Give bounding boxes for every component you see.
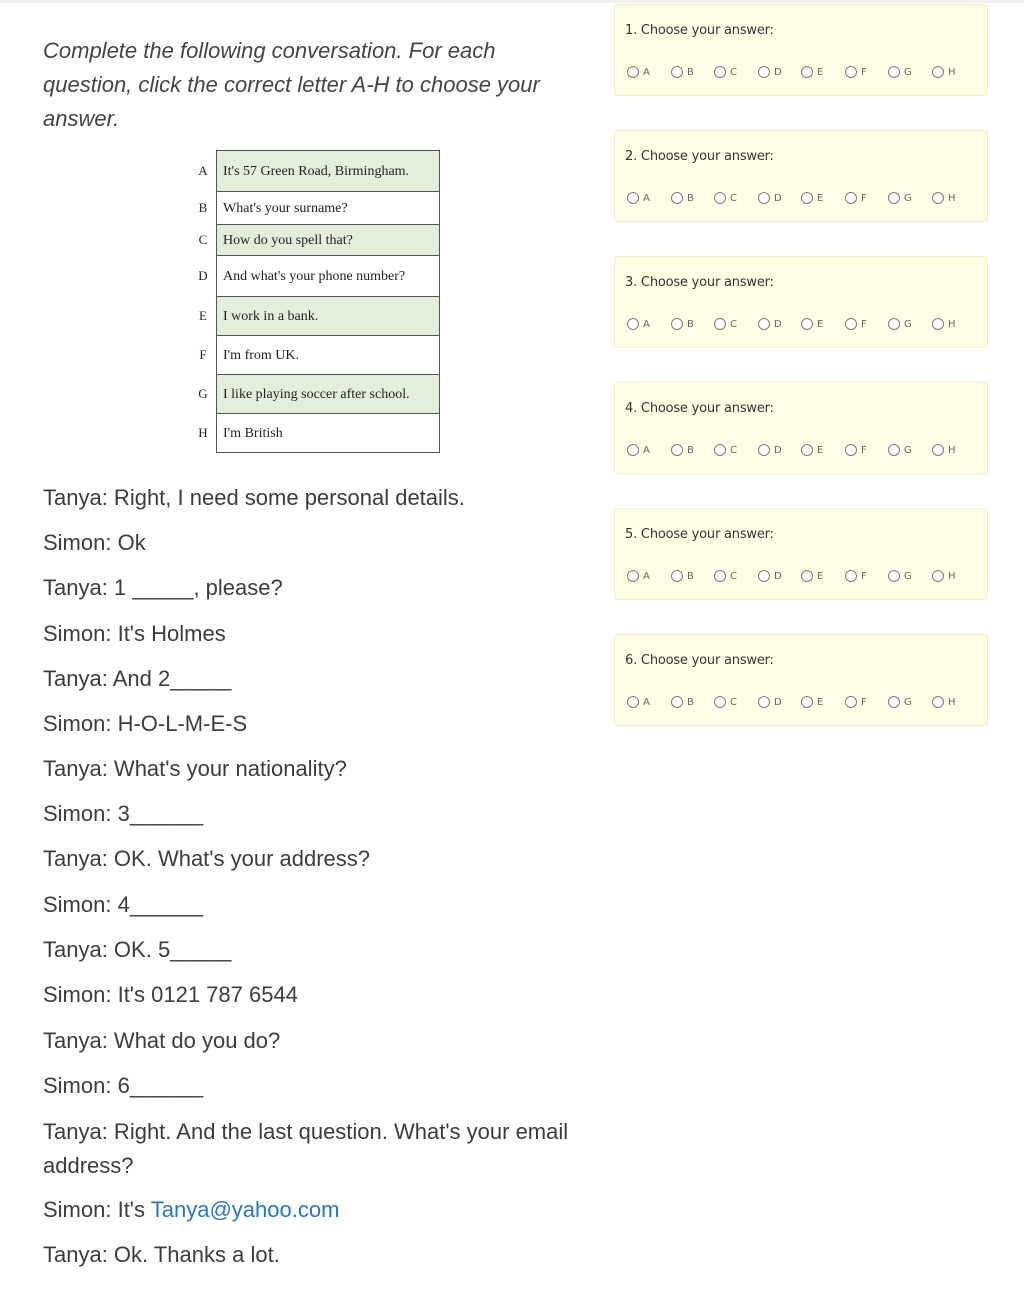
choice-label: D (774, 318, 782, 330)
choice-label: B (687, 318, 694, 330)
choice-label: H (948, 570, 956, 582)
email-link[interactable]: Tanya@yahoo.com (150, 1197, 340, 1222)
radio-button[interactable] (671, 696, 683, 708)
radio-button[interactable] (627, 192, 639, 204)
choice-option-c[interactable] (714, 63, 737, 81)
conversation-line: Tanya: Right, I need some personal details. (43, 485, 465, 510)
radio-button[interactable] (758, 192, 770, 204)
question-card-2 (614, 130, 988, 222)
choice-label: C (730, 444, 737, 456)
choice-option-b[interactable] (671, 567, 694, 585)
radio-button[interactable] (671, 570, 683, 582)
choice-option-f[interactable] (845, 441, 867, 459)
choice-option-c[interactable] (714, 189, 737, 207)
choice-option-f[interactable] (845, 693, 867, 711)
choice-label: B (687, 696, 694, 708)
radio-button[interactable] (888, 192, 900, 204)
choice-label: D (774, 696, 782, 708)
radio-button[interactable] (758, 696, 770, 708)
radio-button[interactable] (932, 66, 944, 78)
conversation-line: Simon: 6______ (43, 1073, 204, 1098)
conversation-line: Tanya: Ok. Thanks a lot. (43, 1242, 280, 1267)
radio-button[interactable] (758, 570, 770, 582)
option-text: It's 57 Green Road, Birmingham. (217, 151, 440, 192)
radio-button[interactable] (845, 570, 857, 582)
option-row-h (190, 414, 440, 453)
choice-label: E (817, 318, 824, 330)
conversation-line: Tanya: What do you do? (43, 1028, 281, 1053)
choice-radio-group (627, 567, 977, 585)
option-row-g (190, 375, 440, 414)
conversation-line: Tanya: 1 _____, please? (43, 575, 283, 600)
choice-label: E (817, 696, 824, 708)
radio-button[interactable] (888, 570, 900, 582)
question-card-3 (614, 256, 988, 348)
choice-label: E (817, 444, 824, 456)
choice-option-d[interactable] (758, 189, 782, 207)
choice-label: G (904, 66, 912, 78)
radio-button[interactable] (758, 66, 770, 78)
choice-label: D (774, 66, 782, 78)
choice-option-b[interactable] (671, 189, 694, 207)
choice-label: A (643, 318, 650, 330)
choice-option-a[interactable] (627, 567, 650, 585)
choice-radio-group (627, 693, 977, 711)
choice-label: F (861, 318, 867, 330)
option-letter: B (190, 192, 217, 225)
choice-label: D (774, 192, 782, 204)
option-letter: E (190, 297, 217, 336)
option-text: I'm British (217, 414, 440, 453)
question-card-5 (614, 508, 988, 600)
choice-option-e[interactable] (801, 441, 823, 459)
radio-button[interactable] (714, 192, 726, 204)
choice-label: A (643, 444, 650, 456)
choice-option-h[interactable] (932, 693, 956, 711)
radio-button[interactable] (627, 696, 639, 708)
choice-radio-group (627, 189, 977, 207)
choice-option-f[interactable] (845, 63, 867, 81)
choice-label: G (904, 696, 912, 708)
top-divider (0, 0, 1024, 3)
choice-label: H (948, 318, 956, 330)
option-letter: A (190, 151, 217, 192)
choice-label: B (687, 66, 694, 78)
choice-option-f[interactable] (845, 189, 867, 207)
choice-option-d[interactable] (758, 567, 782, 585)
radio-button[interactable] (627, 570, 639, 582)
radio-button[interactable] (845, 318, 857, 330)
option-letter: C (190, 225, 217, 256)
instructions-text: Complete the following conversation. For each question, click the correct letter A-H to choose your answer. (43, 38, 540, 131)
radio-button[interactable] (801, 318, 813, 330)
conversation-line-prefix: Simon: It's (43, 1197, 151, 1222)
choice-option-b[interactable] (671, 693, 694, 711)
radio-button[interactable] (671, 444, 683, 456)
option-row-d (190, 256, 440, 297)
radio-button[interactable] (714, 444, 726, 456)
question-card-4 (614, 382, 988, 474)
choice-option-d[interactable] (758, 693, 782, 711)
choice-label: A (643, 696, 650, 708)
conversation-line: Tanya: What's your nationality? (43, 756, 347, 781)
choice-label: B (687, 570, 694, 582)
conversation-line: Tanya: OK. What's your address? (43, 846, 371, 871)
radio-button[interactable] (671, 66, 683, 78)
option-row-c (190, 225, 440, 256)
choice-option-a[interactable] (627, 315, 650, 333)
choice-option-e[interactable] (801, 693, 823, 711)
radio-button[interactable] (801, 66, 813, 78)
radio-button[interactable] (627, 318, 639, 330)
choice-option-c[interactable] (714, 441, 737, 459)
choice-label: H (948, 66, 956, 78)
option-text: I work in a bank. (217, 297, 440, 336)
choice-option-f[interactable] (845, 315, 867, 333)
choice-label: E (817, 192, 824, 204)
choice-option-d[interactable] (758, 315, 782, 333)
choice-label: G (904, 444, 912, 456)
option-text: How do you spell that? (217, 225, 440, 256)
choice-option-a[interactable] (627, 441, 650, 459)
radio-button[interactable] (758, 318, 770, 330)
choice-option-h[interactable] (932, 63, 956, 81)
choice-label: G (904, 192, 912, 204)
choice-option-g[interactable] (888, 441, 912, 459)
choice-option-b[interactable] (671, 441, 694, 459)
choice-label: H (948, 444, 956, 456)
choice-label: F (861, 570, 867, 582)
radio-button[interactable] (801, 192, 813, 204)
radio-button[interactable] (932, 696, 944, 708)
question-card-1 (614, 4, 988, 96)
choice-label: B (687, 444, 694, 456)
radio-button[interactable] (627, 444, 639, 456)
choice-option-h[interactable] (932, 441, 956, 459)
choice-option-g[interactable] (888, 315, 912, 333)
option-row-e (190, 297, 440, 336)
question-title: 4. Choose your answer: (625, 401, 774, 416)
choice-label: C (730, 192, 737, 204)
option-text: What's your surname? (217, 192, 440, 225)
radio-button[interactable] (714, 570, 726, 582)
choice-label: H (948, 192, 956, 204)
choice-option-e[interactable] (801, 189, 823, 207)
radio-button[interactable] (888, 318, 900, 330)
option-text: And what's your phone number? (217, 256, 440, 297)
question-title: 6. Choose your answer: (625, 653, 774, 668)
choice-label: G (904, 318, 912, 330)
radio-button[interactable] (845, 696, 857, 708)
conversation-line: Tanya: Right. And the last question. What's your email address? (43, 1119, 569, 1178)
radio-button[interactable] (845, 192, 857, 204)
radio-button[interactable] (932, 192, 944, 204)
radio-button[interactable] (801, 570, 813, 582)
choice-label: F (861, 696, 867, 708)
option-letter: G (190, 375, 217, 414)
conversation-line: Simon: It's Holmes (43, 621, 226, 646)
choice-option-c[interactable] (714, 693, 737, 711)
choice-label: A (643, 570, 650, 582)
choice-label: A (643, 66, 650, 78)
option-letter: H (190, 414, 217, 453)
choice-label: B (687, 192, 694, 204)
conversation-line: Simon: 3______ (43, 801, 204, 826)
choice-option-h[interactable] (932, 189, 956, 207)
conversation-line-email (43, 1193, 339, 1227)
radio-button[interactable] (845, 66, 857, 78)
question-card-6 (614, 634, 988, 726)
conversation-line: Simon: It's 0121 787 6544 (43, 982, 298, 1007)
conversation-line: Simon: 4______ (43, 892, 204, 917)
option-letter: D (190, 256, 217, 297)
choice-label: C (730, 318, 737, 330)
choice-option-a[interactable] (627, 63, 650, 81)
choice-option-b[interactable] (671, 315, 694, 333)
radio-button[interactable] (932, 318, 944, 330)
radio-button[interactable] (932, 570, 944, 582)
option-row-f (190, 336, 440, 375)
choice-label: E (817, 66, 824, 78)
choice-option-g[interactable] (888, 189, 912, 207)
choice-option-g[interactable] (888, 567, 912, 585)
radio-button[interactable] (714, 318, 726, 330)
radio-button[interactable] (845, 444, 857, 456)
choice-option-b[interactable] (671, 63, 694, 81)
radio-button[interactable] (627, 66, 639, 78)
answer-options-table (190, 150, 440, 453)
conversation-line: Simon: Ok (43, 530, 146, 555)
choice-option-d[interactable] (758, 63, 782, 81)
choice-option-d[interactable] (758, 441, 782, 459)
choice-option-h[interactable] (932, 567, 956, 585)
radio-button[interactable] (932, 444, 944, 456)
choice-label: C (730, 696, 737, 708)
option-text: I like playing soccer after school. (217, 375, 440, 414)
conversation-line: Tanya: And 2_____ (43, 666, 232, 691)
choice-label: F (861, 66, 867, 78)
choice-radio-group (627, 441, 977, 459)
radio-button[interactable] (888, 66, 900, 78)
conversation-line: Simon: H-O-L-M-E-S (43, 711, 248, 736)
choice-label: F (861, 444, 867, 456)
choice-label: C (730, 570, 737, 582)
radio-button[interactable] (888, 444, 900, 456)
choice-option-c[interactable] (714, 315, 737, 333)
question-title: 3. Choose your answer: (625, 275, 774, 290)
choice-label: G (904, 570, 912, 582)
question-title: 2. Choose your answer: (625, 149, 774, 164)
choice-radio-group (627, 315, 977, 333)
radio-button[interactable] (671, 192, 683, 204)
choice-option-e[interactable] (801, 315, 823, 333)
choice-label: D (774, 570, 782, 582)
choice-label: F (861, 192, 867, 204)
choice-radio-group (627, 63, 977, 81)
conversation-line: Tanya: OK. 5_____ (43, 937, 232, 962)
radio-button[interactable] (714, 66, 726, 78)
option-letter: F (190, 336, 217, 375)
choice-option-f[interactable] (845, 567, 867, 585)
choice-option-g[interactable] (888, 63, 912, 81)
choice-label: D (774, 444, 782, 456)
option-row-b (190, 192, 440, 225)
choice-option-e[interactable] (801, 567, 823, 585)
radio-button[interactable] (671, 318, 683, 330)
option-text: I'm from UK. (217, 336, 440, 375)
choice-label: H (948, 696, 956, 708)
choice-option-a[interactable] (627, 189, 650, 207)
radio-button[interactable] (801, 444, 813, 456)
choice-label: E (817, 570, 824, 582)
choice-option-e[interactable] (801, 63, 823, 81)
radio-button[interactable] (714, 696, 726, 708)
question-title: 5. Choose your answer: (625, 527, 774, 542)
choice-option-c[interactable] (714, 567, 737, 585)
radio-button[interactable] (888, 696, 900, 708)
choice-option-a[interactable] (627, 693, 650, 711)
choice-option-h[interactable] (932, 315, 956, 333)
option-row-a (190, 151, 440, 192)
choice-option-g[interactable] (888, 693, 912, 711)
radio-button[interactable] (801, 696, 813, 708)
radio-button[interactable] (758, 444, 770, 456)
choice-label: A (643, 192, 650, 204)
question-title: 1. Choose your answer: (625, 23, 774, 38)
choice-label: C (730, 66, 737, 78)
